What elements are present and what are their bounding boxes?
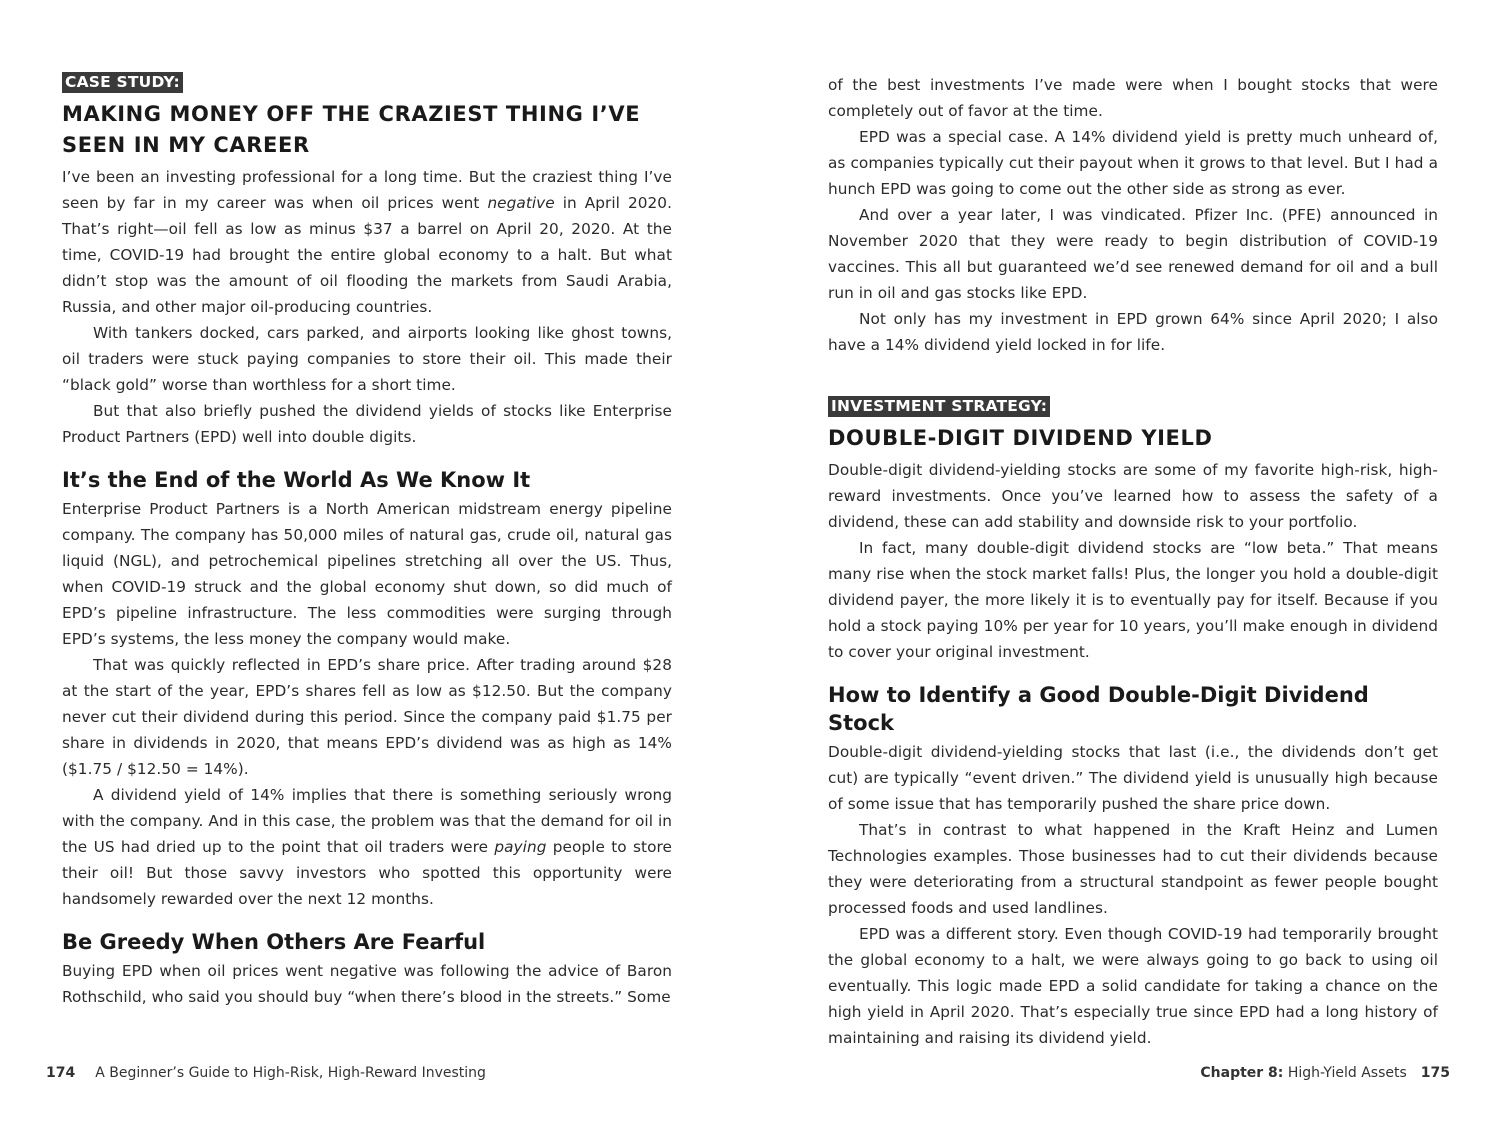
chapter-title: High-Yield Assets xyxy=(1287,1065,1407,1081)
case-study-label: CASE STUDY: xyxy=(62,72,183,93)
running-title: A Beginner’s Guide to High-Risk, High-Reward Investing xyxy=(95,1065,486,1081)
body-paragraph xyxy=(62,164,672,320)
section-heading: How to Identify a Good Double-Digit Dividend Stock xyxy=(828,683,1369,735)
text-run: people to store their oil! But those savvy investors who spotted this opportunity were handsomely rewarded over the next 12 months. xyxy=(62,838,672,908)
body-paragraph: Double-digit dividend-yielding stocks are some of my favorite high-risk, high-reward investments. Once you’ve learned how to assess the safety of a dividend, these can add stability and downside risk to your portfolio. xyxy=(828,461,1438,531)
body-paragraph: With tankers docked, cars parked, and airports looking like ghost towns, oil traders were stuck paying companies to store their oil. This made their “black gold” worse than worthless for a short time. xyxy=(62,324,672,394)
left-page-column xyxy=(62,72,672,1010)
section-heading: Be Greedy When Others Are Fearful xyxy=(62,930,486,954)
body-paragraph: of the best investments I’ve made were when I bought stocks that were completely out of favor at the time. xyxy=(828,76,1438,120)
body-paragraph: Buying EPD when oil prices went negative was following the advice of Baron Rothschild, who said you should buy “when there’s blood in the streets.” Some xyxy=(62,962,672,1006)
chapter-label: Chapter 8: xyxy=(1200,1065,1284,1081)
page-number: 174 xyxy=(46,1065,76,1081)
page-footer-left xyxy=(46,1063,486,1083)
section-spacer xyxy=(828,358,1438,396)
section-heading: It’s the End of the World As We Know It xyxy=(62,468,531,492)
body-paragraph: Double-digit dividend-yielding stocks that last (i.e., the dividends don’t get cut) are typically “event driven.” The dividend yield is unusually high because of some issue that has temporarily pushed the share price down. xyxy=(828,743,1438,813)
body-paragraph xyxy=(62,782,672,912)
body-paragraph: In fact, many double-digit dividend stocks are “low beta.” That means many rise when the stock market falls! Plus, the longer you hold a double-digit dividend payer, the more likely it is to eventually pay for itself. Because if you hold a stock paying 10% per year for 10 years, you’ll make enough in dividend to cover your original investment. xyxy=(828,539,1438,661)
text-run: I’ve been an investing professional for a long time. But the craziest thing I’ve seen by far in my career was when oil prices went xyxy=(62,168,672,212)
text-run: in April 2020. That’s right—oil fell as low as minus $37 a barrel on April 20, 2020. At the time, COVID-19 had brought the entire global economy to a halt. But what didn’t stop was the amount of oil flooding the markets from Saudi Arabia, Russia, and other major oil-producing countries. xyxy=(62,194,672,316)
body-paragraph: But that also briefly pushed the dividend yields of stocks like Enterprise Product Partners (EPD) well into double digits. xyxy=(62,402,672,446)
emphasis-text: negative xyxy=(487,194,555,212)
body-paragraph: That was quickly reflected in EPD’s share price. After trading around $28 at the start of the year, EPD’s shares fell as low as $12.50. But the company never cut their dividend during this period. Since the company paid $1.75 per share in dividends in 2020, that means EPD’s dividend was as high as 14% ($1.75 / $12.50 = 14%). xyxy=(62,656,672,778)
body-paragraph: EPD was a special case. A 14% dividend yield is pretty much unheard of, as companies typically cut their payout when it grows to that level. But I had a hunch EPD was going to come out the other side as strong as ever. xyxy=(828,128,1438,198)
body-paragraph: That’s in contrast to what happened in the Kraft Heinz and Lumen Technologies examples. Those businesses had to cut their dividends because they were deteriorating from a structural standpoint as fewer people bought processed foods and used landlines. xyxy=(828,821,1438,917)
body-paragraph: Not only has my investment in EPD grown 64% since April 2020; I also have a 14% dividend yield locked in for life. xyxy=(828,310,1438,354)
page-number: 175 xyxy=(1420,1065,1450,1081)
case-study-title: MAKING MONEY OFF THE CRAZIEST THING I’VE SEEN IN MY CAREER xyxy=(62,102,641,157)
right-page-column xyxy=(828,72,1438,1051)
strategy-title: DOUBLE-DIGIT DIVIDEND YIELD xyxy=(828,426,1213,450)
right-page xyxy=(750,0,1500,1125)
emphasis-text: paying xyxy=(494,838,547,856)
text-run: A dividend yield of 14% implies that there is something seriously wrong with the company. And in this case, the problem was that the demand for oil in the US had dried up to the point that oil traders were xyxy=(62,786,672,856)
body-paragraph: Enterprise Product Partners is a North American midstream energy pipeline company. The company has 50,000 miles of natural gas, crude oil, natural gas liquid (NGL), and petrochemical pipelines stretching all over the US. Thus, when COVID-19 struck and the global economy shut down, so did much of EPD’s pipeline infrastructure. The less commodities were surging through EPD’s systems, the less money the company would make. xyxy=(62,500,672,648)
body-paragraph: And over a year later, I was vindicated. Pfizer Inc. (PFE) announced in November 2020 that they were ready to begin distribution of COVID-19 vaccines. This all but guaranteed we’d see renewed demand for oil and a bull run in oil and gas stocks like EPD. xyxy=(828,206,1438,302)
investment-strategy-label: INVESTMENT STRATEGY: xyxy=(828,396,1050,417)
page-footer-right xyxy=(1200,1063,1450,1083)
body-paragraph: EPD was a different story. Even though COVID-19 had temporarily brought the global economy to a halt, we were always going to go back to using oil eventually. This logic made EPD a solid candidate for taking a chance on the high yield in April 2020. That’s especially true since EPD had a long history of maintaining and raising its dividend yield. xyxy=(828,925,1438,1047)
